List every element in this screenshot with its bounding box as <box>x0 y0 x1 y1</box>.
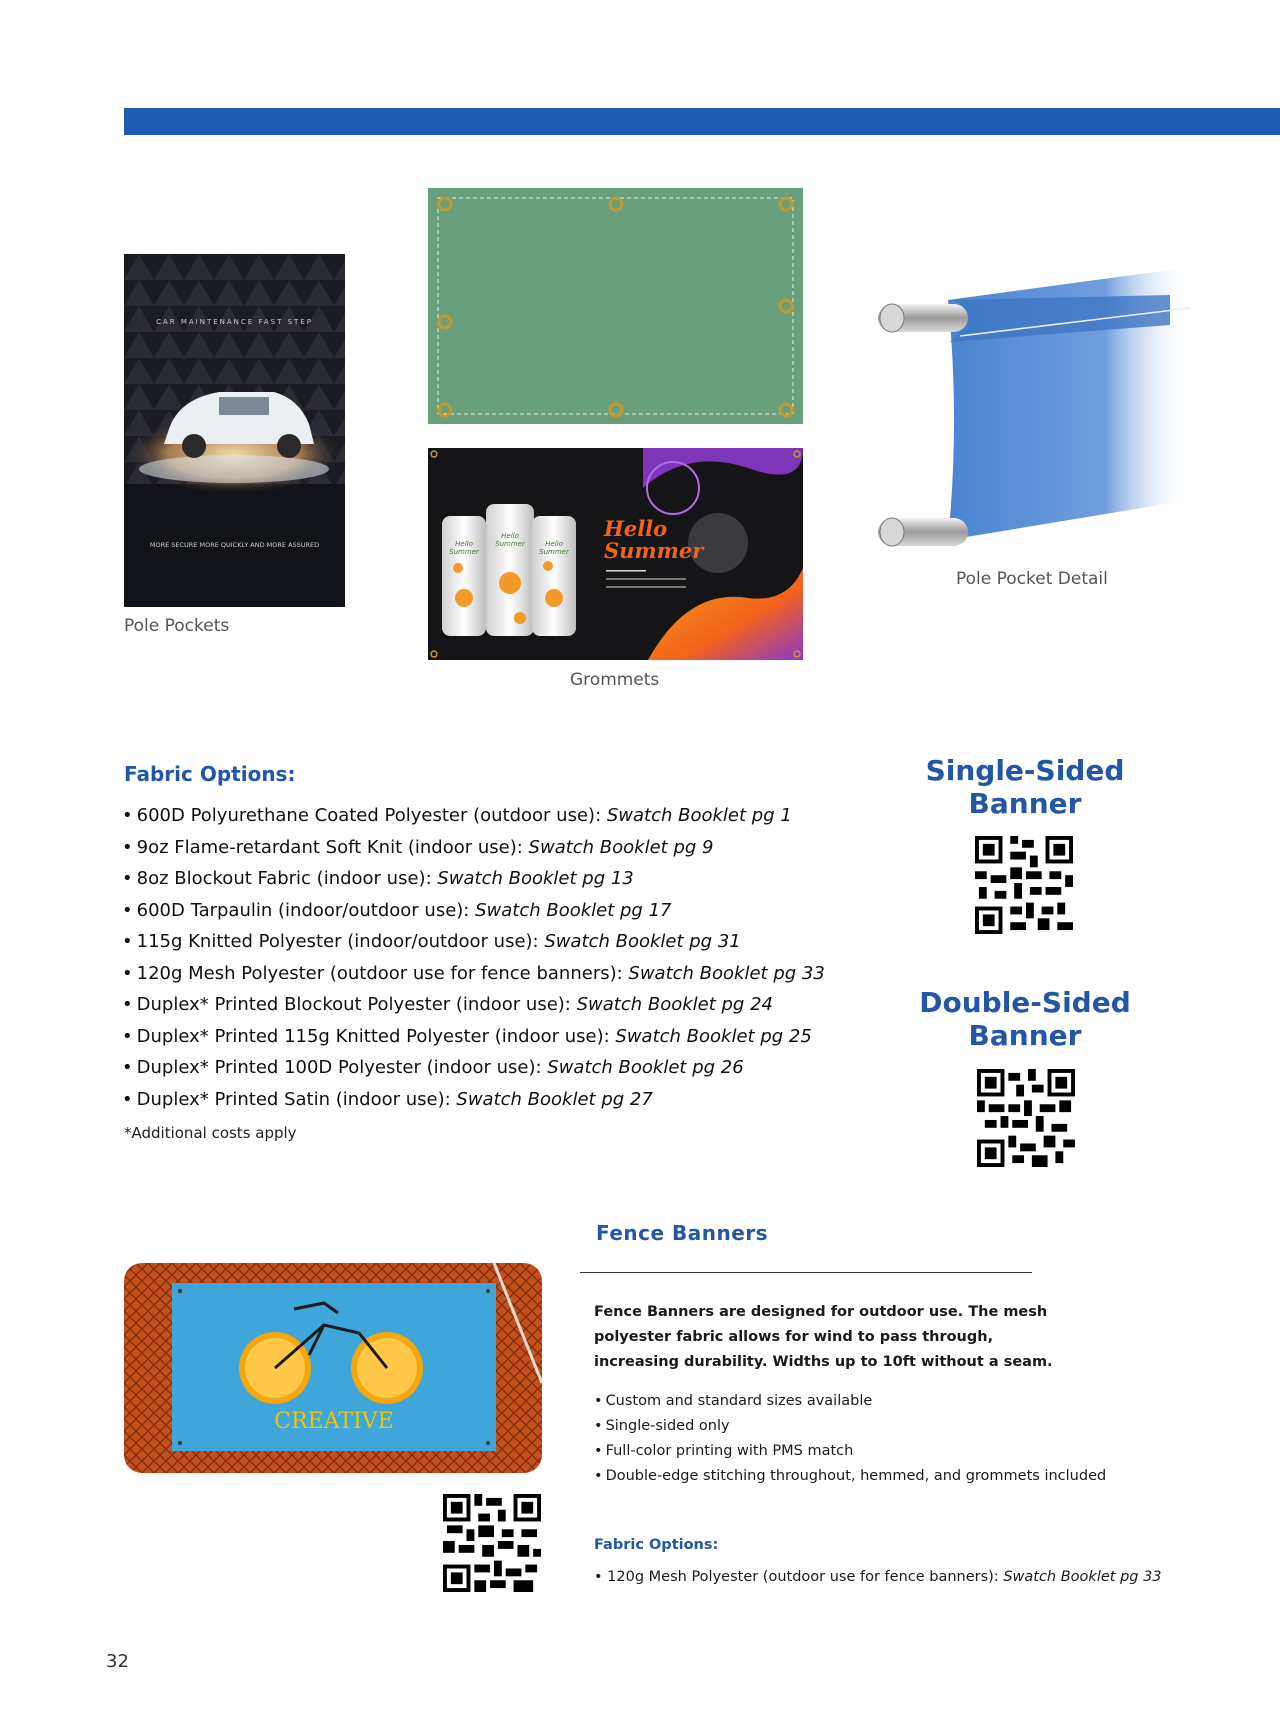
double-sided-line2: Banner <box>968 1019 1082 1052</box>
fence-banners-qr-code[interactable] <box>443 1494 541 1592</box>
fence-banners-features <box>594 1389 1106 1489</box>
fabric-option-ref: Swatch Booklet pg 31 <box>544 931 741 952</box>
bullet: • <box>594 1418 603 1434</box>
promo-title-hello: Hello <box>604 516 668 541</box>
fabric-option-ref: Swatch Booklet pg 1 <box>606 805 792 826</box>
fence-fabric-options-heading: Fabric Options: <box>594 1537 719 1553</box>
fabric-option-ref: Swatch Booklet pg 27 <box>456 1088 653 1110</box>
bullet: • <box>122 805 133 826</box>
fence-banner-image <box>124 1263 542 1473</box>
pole-pocket-detail-image <box>870 270 1280 560</box>
fabric-option-ref: Swatch Booklet pg 24 <box>576 994 773 1015</box>
bullet: • <box>594 1443 603 1459</box>
fabric-option-item <box>122 926 825 958</box>
additional-costs-note: *Additional costs apply <box>124 1124 297 1142</box>
fence-feature-text: Single-sided only <box>605 1418 730 1434</box>
promo-title-summer: Summer <box>604 538 704 563</box>
fabric-option-item <box>122 989 825 1021</box>
fabric-option-text: 9oz Flame-retardant Soft Knit (indoor use): <box>136 836 529 858</box>
fence-feature-item <box>594 1389 1106 1414</box>
fence-banners-divider <box>580 1272 1032 1273</box>
fabric-option-ref: Swatch Booklet pg 9 <box>528 836 714 858</box>
bullet: • <box>594 1468 603 1484</box>
fence-option-text: 120g Mesh Polyester (outdoor use for fence banners): <box>607 1569 1004 1585</box>
fence-banners-heading: Fence Banners <box>596 1221 769 1245</box>
page-number: 32 <box>106 1651 129 1672</box>
can-label-3: Hello Summer <box>539 540 569 556</box>
fabric-option-ref: Swatch Booklet pg 13 <box>437 868 634 889</box>
fence-feature-item <box>594 1439 1106 1464</box>
fence-feature-text: Custom and standard sizes available <box>605 1393 873 1409</box>
pole-pockets-image <box>124 254 345 607</box>
bullet: • <box>122 1088 133 1110</box>
double-sided-line1: Double-Sided <box>919 986 1131 1019</box>
pole-pockets-caption: Pole Pockets <box>124 616 230 636</box>
bullet: • <box>122 994 133 1015</box>
bullet: • <box>122 868 133 889</box>
bullet: • <box>122 1025 133 1047</box>
can-label-2: Hello Summer <box>495 532 525 548</box>
header-bar <box>124 108 1280 135</box>
fabric-options-list <box>122 800 825 1115</box>
fabric-option-text: 600D Tarpaulin (indoor/outdoor use): <box>136 899 476 921</box>
fence-feature-text: Full-color printing with PMS match <box>605 1443 854 1459</box>
fabric-option-item <box>122 800 825 832</box>
bullet: • <box>594 1393 603 1409</box>
fence-feature-text: Double-edge stitching throughout, hemmed, and grommets included <box>605 1468 1107 1484</box>
fence-feature-item <box>594 1464 1106 1489</box>
bullet: • <box>122 899 133 921</box>
fabric-option-text: 115g Knitted Polyester (indoor/outdoor use): <box>136 931 545 952</box>
fabric-option-text: 120g Mesh Polyester (outdoor use for fence banners): <box>136 962 629 984</box>
double-sided-qr-code[interactable] <box>977 1069 1075 1167</box>
fabric-option-item <box>122 863 825 895</box>
pole-pockets-tagline: MORE SECURE MORE QUICKLY AND MORE ASSURED <box>149 541 320 549</box>
single-sided-line1: Single-Sided <box>925 754 1125 787</box>
grommets-green-image <box>428 188 803 424</box>
single-sided-line2: Banner <box>968 787 1082 820</box>
pole-pockets-headline: CAR MAINTENANCE FAST STEP <box>156 318 313 326</box>
fence-option-ref: Swatch Booklet pg 33 <box>1003 1569 1162 1585</box>
bullet: • <box>122 836 133 858</box>
fabric-option-ref: Swatch Booklet pg 33 <box>628 962 825 984</box>
fabric-option-item <box>122 832 825 864</box>
fabric-option-item <box>122 895 825 927</box>
fence-option-bullet: • <box>594 1569 603 1585</box>
fabric-option-text: Duplex* Printed 100D Polyester (indoor use): <box>136 1057 548 1078</box>
fabric-option-item <box>122 958 825 990</box>
fabric-option-text: Duplex* Printed Satin (indoor use): <box>136 1088 457 1110</box>
fabric-option-text: Duplex* Printed 115g Knitted Polyester (indoor use): <box>136 1025 616 1047</box>
fabric-options-heading: Fabric Options: <box>124 762 296 786</box>
fence-banner-word: CREATIVE <box>274 1409 394 1434</box>
fabric-option-ref: Swatch Booklet pg 25 <box>615 1025 812 1047</box>
fabric-option-ref: Swatch Booklet pg 17 <box>475 899 672 921</box>
can-label-1: Hello Summer <box>449 540 479 556</box>
fabric-option-item <box>122 1021 825 1053</box>
grommets-summer-image <box>428 448 803 660</box>
fabric-option-text: Duplex* Printed Blockout Polyester (indoor use): <box>136 994 577 1015</box>
single-sided-heading <box>900 754 1150 820</box>
double-sided-heading <box>900 986 1150 1052</box>
pole-pocket-detail-caption: Pole Pocket Detail <box>956 569 1108 589</box>
fabric-option-text: 8oz Blockout Fabric (indoor use): <box>136 868 438 889</box>
fabric-option-text: 600D Polyurethane Coated Polyester (outdoor use): <box>136 805 607 826</box>
fence-feature-item <box>594 1414 1106 1439</box>
fabric-option-item <box>122 1084 825 1116</box>
fence-banners-description: Fence Banners are designed for outdoor use. The mesh polyester fabric allows for wind to pass through, increasing durability. Widths up to 10ft without a seam. <box>594 1304 1053 1370</box>
fence-fabric-option <box>594 1569 1162 1585</box>
fabric-option-item <box>122 1052 825 1084</box>
fabric-option-ref: Swatch Booklet pg 26 <box>547 1057 744 1078</box>
single-sided-qr-code[interactable] <box>975 836 1073 934</box>
bullet: • <box>122 962 133 984</box>
bullet: • <box>122 931 133 952</box>
bullet: • <box>122 1057 133 1078</box>
grommets-caption: Grommets <box>570 670 660 690</box>
